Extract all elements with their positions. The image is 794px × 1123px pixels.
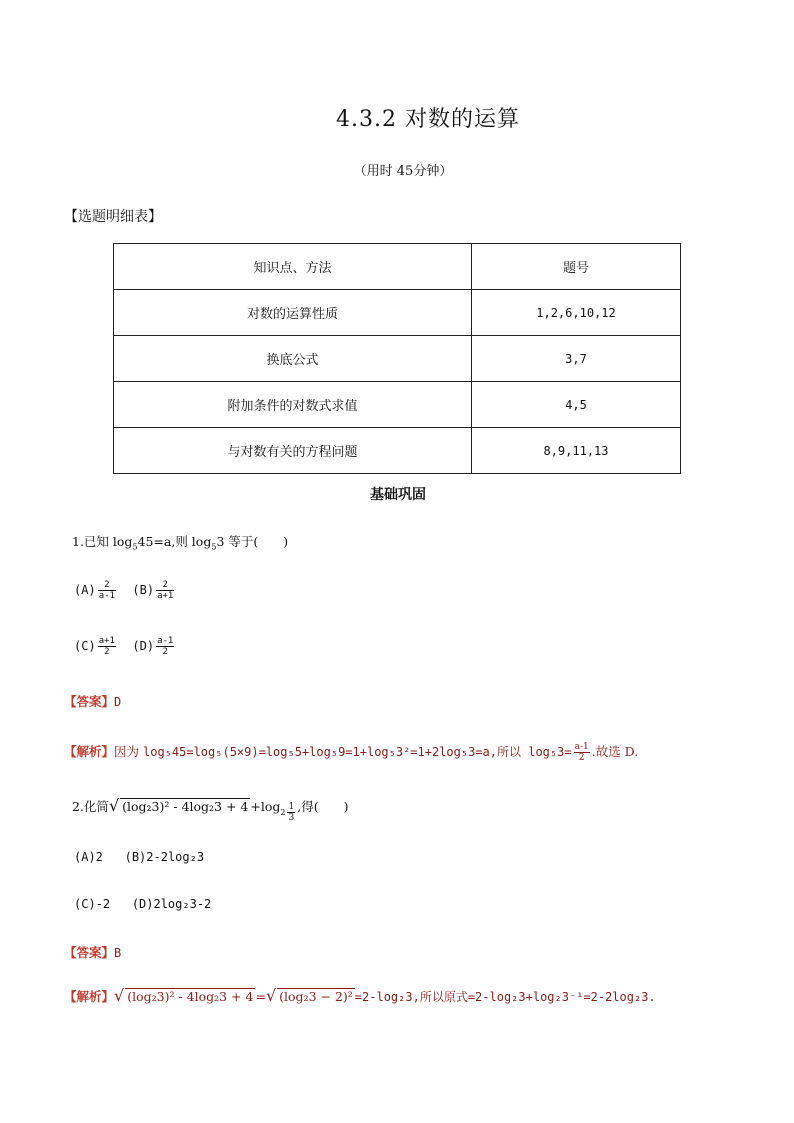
option-d: (D)2log₂3-2 — [131, 897, 212, 911]
question-2-stem: 2.化简√ $(\log_23)^2 - 4\log_23 + 4 +\log_{2 \frac{1}{3}}$ ,得( ) — [72, 796, 349, 823]
radical-sign: √ — [265, 986, 277, 1005]
option-d: (D) $\frac{a-1}{2}$ — [132, 636, 174, 657]
section-label: 【选题明细表】 — [64, 209, 162, 225]
table-cell: 8,9,11,13 — [472, 428, 681, 474]
radical-sign: √ — [114, 986, 125, 1005]
option-c: (C)-2 — [74, 897, 111, 911]
option-a: (A)2 — [74, 850, 103, 864]
question-2-options-cd — [74, 897, 211, 911]
table-row — [114, 428, 681, 474]
table-row — [114, 336, 681, 382]
table-cell: 3,7 — [472, 336, 681, 382]
table-header: 题号 — [472, 244, 681, 290]
question-1-analysis: 【解析】因为 log₅45=log₅(5×9)=log₅5+log₅9=1+log₅3²=1+2log₅3=a,所以 log₅3= $\frac{a-1}{2}$ .故选 D. — [64, 742, 639, 763]
table-header-row — [114, 244, 681, 290]
table-cell: 对数的运算性质 — [114, 290, 472, 336]
question-1-stem: 1.已知 $\log_545=a$,则 $\log_53$ 等于( ) — [72, 534, 289, 552]
question-1-answer: 【答案】D — [64, 694, 122, 709]
section-heading: 基础巩固 — [370, 487, 426, 503]
table-cell: 与对数有关的方程问题 — [114, 428, 472, 474]
option-b: (B) $\frac{2}{a+1}$ — [132, 580, 174, 601]
option-b: (B)2-2log₂3 — [124, 850, 205, 864]
option-a: (A) $\frac{2}{a-1}$ — [74, 580, 115, 601]
radical-sign: √ — [108, 796, 120, 815]
table-row — [114, 290, 681, 336]
question-2-analysis: 【解析】√ (log₂3)² - 4log₂3 + 4 =√ (log₂3 − 2)² =2-log₂3,所以原式=2-log₂3+log₂3⁻¹=2-2log₂3. — [64, 986, 656, 1005]
page-title: 4.3.2 对数的运算 — [336, 107, 520, 132]
table-row — [114, 382, 681, 428]
table-cell: 换底公式 — [114, 336, 472, 382]
table-cell: 4,5 — [472, 382, 681, 428]
option-c: (C) $\frac{a+1}{2}$ — [74, 636, 115, 657]
question-1-options-cd — [74, 636, 176, 657]
question-2-answer: 【答案】B — [64, 945, 122, 960]
time-limit: （用时 45分钟） — [353, 164, 453, 179]
topic-table — [113, 243, 681, 474]
table-cell: 附加条件的对数式求值 — [114, 382, 472, 428]
question-1-options-ab — [74, 580, 176, 601]
table-cell: 1,2,6,10,12 — [472, 290, 681, 336]
table-header: 知识点、方法 — [114, 244, 472, 290]
question-2-options-ab — [74, 850, 204, 864]
